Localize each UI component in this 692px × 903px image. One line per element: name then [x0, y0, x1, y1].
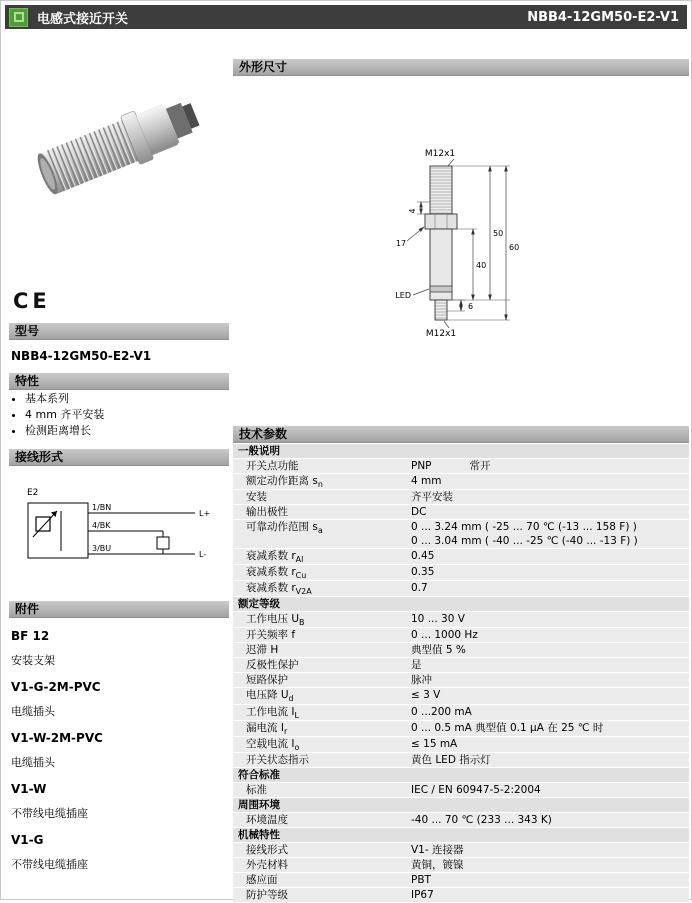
- feature-item: • 检测距离增长: [25, 423, 104, 439]
- section-header-connection: 接线形式: [9, 449, 229, 466]
- tech-section-header: 机械特性: [233, 828, 689, 842]
- accessory-desc: 电缆插头: [11, 705, 55, 718]
- tech-row-value: 是: [411, 659, 422, 672]
- tech-row-label: 迟滞 H: [246, 644, 279, 657]
- wiring-lminus-label: L-: [199, 550, 207, 559]
- drawing-led-label: LED: [395, 291, 411, 300]
- section-header-model: 型号: [9, 323, 229, 340]
- tech-row-value: 0 ... 1000 Hz: [411, 629, 478, 642]
- tech-row: [233, 565, 689, 580]
- tech-row-value: IP67: [411, 888, 434, 901]
- tech-row-value: IEC / EN 60947-5-2:2004: [411, 783, 541, 796]
- tech-row: [233, 843, 689, 857]
- tech-row-value: 4 mm: [411, 475, 442, 487]
- accessory-desc: 安装支架: [11, 654, 55, 667]
- tech-row-value: 黄色 LED 指示灯: [411, 753, 491, 766]
- wiring-pin1-label: 1/BN: [92, 503, 112, 512]
- tech-row-value: ≤ 15 mA: [411, 737, 458, 750]
- accessory-name: V1-G-2M-PVC: [11, 680, 101, 694]
- tech-row: [233, 549, 689, 564]
- drawing-dim50-label: 50: [493, 229, 504, 238]
- tech-row: [233, 459, 689, 473]
- tech-table: [233, 444, 689, 903]
- accessory-desc: 电缆插头: [11, 756, 55, 769]
- product-photo: [9, 45, 229, 245]
- tech-row-value: PBT: [411, 873, 431, 886]
- drawing-thread-top-label: M12x1: [424, 149, 456, 159]
- tech-row-label: 开关点功能: [246, 460, 299, 472]
- accessory-name: V1-W-2M-PVC: [11, 731, 103, 745]
- section-header-dimensions: 外形尺寸: [233, 59, 689, 76]
- tech-row-label: 漏电流 $I_r$: [246, 721, 288, 736]
- tech-row-label: 防护等级: [246, 888, 288, 901]
- tech-row-label: 感应面: [246, 873, 278, 886]
- drawing-dim40-label: 40: [476, 261, 487, 270]
- tech-row-value: V1- 连接器: [411, 843, 464, 856]
- tech-row: [233, 581, 689, 596]
- tech-row-label: 安装: [246, 491, 267, 504]
- tech-row: [233, 705, 689, 720]
- tech-row-value: 0 ...200 mA: [411, 705, 472, 718]
- section-header-tech: 技术参数: [233, 426, 689, 443]
- tech-row-value: 齐平安装: [411, 491, 453, 504]
- section-header-accessories: 附件: [9, 601, 229, 618]
- wiring-lplus-label: L+: [199, 509, 211, 518]
- tech-section-header: 额定等级: [233, 597, 689, 611]
- tech-row-value: 黄铜，镀镍: [411, 858, 464, 871]
- wiring-diagram: [13, 473, 223, 583]
- tech-row-label: 工作电流 $I_L$: [246, 705, 299, 720]
- tech-row-label: 电压降 $U_d$: [246, 689, 294, 704]
- drawing-dim6-label: 6: [468, 302, 474, 311]
- tech-row-label: 环境温度: [246, 813, 288, 826]
- tech-row-value: PNP 常开: [411, 460, 491, 472]
- tech-row-value: 0.35: [411, 566, 435, 579]
- tech-row: [233, 688, 689, 703]
- accessory-name: V1-G: [11, 833, 44, 847]
- tech-row-label: 标准: [246, 783, 267, 796]
- tech-row: [233, 628, 689, 642]
- left-column: [9, 35, 229, 895]
- wiring-type-label: E2: [27, 488, 39, 498]
- brand-logo-icon: [9, 8, 28, 27]
- tech-row-value: 脉冲: [411, 674, 432, 687]
- drawing-dim4-label: 4: [408, 208, 417, 214]
- features-list: [11, 391, 104, 439]
- tech-row-label: 开关状态指示: [246, 753, 309, 766]
- model-number: NBB4-12GM50-E2-V1: [11, 349, 152, 363]
- tech-row-label: 接线形式: [246, 843, 288, 856]
- tech-row-value: ≤ 3 V: [411, 689, 441, 702]
- right-column: [233, 35, 689, 901]
- tech-row: [233, 753, 689, 767]
- brand-logo-inner: [14, 12, 24, 22]
- tech-row-label: 额定动作距离 $s_n$: [246, 475, 323, 490]
- tech-row: [233, 783, 689, 797]
- tech-row-label: 衰减系数 $r_{V2A}$: [246, 582, 312, 597]
- tech-row-value: 典型值 5 %: [411, 644, 466, 657]
- drawing-thread-bottom-label: M12x1: [425, 329, 457, 339]
- tech-row-label: 短路保护: [246, 674, 288, 687]
- wiring-pin4-label: 4/BK: [92, 521, 111, 530]
- accessory-name: BF 12: [11, 629, 50, 643]
- accessory-name: V1-W: [11, 782, 47, 796]
- tech-row-value: 10 ... 30 V: [411, 613, 465, 626]
- tech-row-label: 工作电压 $U_B$: [246, 613, 305, 628]
- header-bar: [5, 5, 687, 29]
- tech-row: [233, 505, 689, 519]
- tech-section-header: 符合标准: [233, 768, 689, 782]
- tech-row-label: 外壳材料: [246, 858, 288, 871]
- tech-row: [233, 612, 689, 627]
- tech-row: [233, 673, 689, 687]
- tech-row: [233, 873, 689, 887]
- part-number: NBB4-12GM50-E2-V1: [527, 9, 679, 25]
- wiring-pin3-label: 3/BU: [92, 544, 112, 553]
- accessory-desc: 不带线电缆插座: [11, 858, 88, 871]
- dimension-drawing: [233, 76, 689, 424]
- drawing-dim17-label: 17: [395, 239, 407, 248]
- tech-row-value: 0 ... 0.5 mA 典型值 0.1 μA 在 25 ℃ 时: [411, 721, 604, 734]
- tech-row-label: 空载电流 $I_o$: [246, 737, 300, 752]
- tech-row-value: 0.45: [411, 550, 435, 563]
- feature-item: • 4 mm 齐平安装: [25, 407, 104, 423]
- tech-row: [233, 490, 689, 504]
- tech-section-header: 周围环境: [233, 798, 689, 812]
- tech-row: [233, 520, 689, 548]
- tech-row: [233, 858, 689, 872]
- ce-mark: CE: [13, 289, 51, 313]
- tech-row-label: 衰减系数 $r_{Al}$: [246, 550, 304, 565]
- doc-title: 电感式接近开关: [37, 11, 129, 27]
- drawing-dim60-label: 60: [509, 243, 520, 252]
- tech-row: [233, 737, 689, 752]
- tech-row-label: 反极性保护: [246, 659, 299, 672]
- tech-section-header: 一般说明: [233, 444, 689, 458]
- tech-row-label: 输出极性: [246, 506, 288, 519]
- tech-row-label: 可靠动作范围 $s_a$: [246, 521, 323, 536]
- tech-row: [233, 721, 689, 736]
- accessories-list: [11, 617, 229, 872]
- feature-item: • 基本系列: [25, 391, 104, 407]
- tech-row-value: 0.7: [411, 582, 428, 595]
- tech-row: [233, 643, 689, 657]
- tech-row-value: 0 ... 3.24 mm ( -25 ... 70 ℃ (-13 ... 158 F) ) 0 ... 3.04 mm ( -40 ... -25 ℃ (-40 ... -13 F) ): [411, 521, 638, 548]
- tech-row: [233, 658, 689, 672]
- tech-row-label: 衰减系数 $r_{Cu}$: [246, 566, 307, 581]
- tech-row-label: 开关频率 f: [246, 629, 296, 642]
- tech-row-value: DC: [411, 506, 427, 519]
- tech-row: [233, 813, 689, 827]
- tech-row: [233, 474, 689, 489]
- accessory-desc: 不带线电缆插座: [11, 807, 88, 820]
- tech-row-value: -40 ... 70 ℃ (233 ... 343 K): [411, 813, 552, 826]
- section-header-features: 特性: [9, 373, 229, 390]
